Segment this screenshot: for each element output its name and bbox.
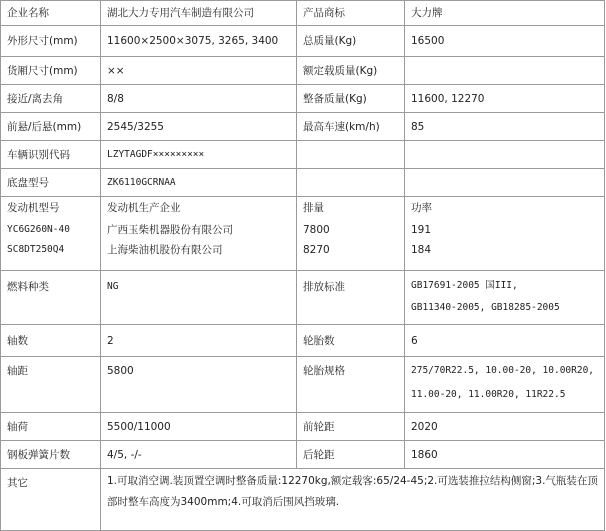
- value-dimensions: 11600×2500×3075, 3265, 3400: [101, 26, 297, 57]
- value-rated-load: [405, 57, 605, 85]
- power-1: 191: [411, 224, 432, 236]
- value-tire-spec: [405, 357, 605, 413]
- table-row: [0, 25, 605, 57]
- value-curb-mass: 11600, 12270: [405, 85, 605, 113]
- label-tire-spec: 轮胎规格: [297, 357, 405, 413]
- label-emission-standard: 排放标准: [297, 271, 405, 325]
- value-front-track: 2020: [405, 413, 605, 441]
- engine-model-1: YC6G260N-40: [7, 224, 70, 235]
- engine-maker-2: 上海柴油机股份有限公司: [107, 244, 223, 256]
- value-displacements: [297, 218, 405, 270]
- table-row: [0, 468, 605, 531]
- table-row: [0, 168, 605, 197]
- tire-spec-line-1: 275/70R22.5, 10.00-20, 10.00R20,: [411, 365, 595, 376]
- value-powers: [405, 218, 605, 270]
- value-axle-load: 5500/11000: [101, 413, 297, 441]
- table-row: [0, 112, 605, 141]
- value-vin: LZYTAGDF×××××××××: [101, 141, 297, 169]
- label-engine-model: 发动机型号: [0, 197, 101, 219]
- label-company: 企业名称: [0, 1, 101, 26]
- table-row: [0, 84, 605, 113]
- label-cargo-dimensions: 货厢尺寸(mm): [0, 57, 101, 85]
- table-row: [0, 270, 605, 325]
- value-cargo-dimensions: ××: [101, 57, 297, 85]
- value-engine-makers: [101, 218, 297, 270]
- value-emission-standard: [405, 271, 605, 325]
- header-engine-maker: 发动机生产企业: [101, 197, 297, 219]
- table-row: [0, 140, 605, 169]
- emission-line-1: GB17691-2005 国III,: [411, 280, 518, 291]
- value-engine-models: [0, 218, 101, 270]
- label-front-track: 前轮距: [297, 413, 405, 441]
- engine-model-2: SC8DT250Q4: [7, 244, 65, 255]
- empty-cell: [297, 169, 405, 197]
- empty-cell: [405, 141, 605, 169]
- header-displacement: 排量: [297, 197, 405, 219]
- label-max-speed: 最高车速(km/h): [297, 113, 405, 141]
- displacement-2: 8270: [303, 244, 330, 256]
- label-approach-departure: 接近/离去角: [0, 85, 101, 113]
- empty-cell: [297, 141, 405, 169]
- value-other-notes: 1.可取消空调.装顶置空调时整备质量:12270kg,额定载客:65/24-45;2.可选装推拉结构侧窗;3.气瓶装在顶部时整车高度为3400mm;4.可取消后围风挡玻璃.: [101, 469, 605, 530]
- label-brand: 产品商标: [297, 1, 405, 26]
- table-row: [0, 56, 605, 85]
- label-rated-load: 额定载质量(Kg): [297, 57, 405, 85]
- value-wheelbase: 5800: [101, 357, 297, 413]
- label-vin: 车辆识别代码: [0, 141, 101, 169]
- table-row: [0, 356, 605, 413]
- value-approach-departure: 8/8: [101, 85, 297, 113]
- value-chassis: ZK6110GCRNAA: [101, 169, 297, 197]
- label-curb-mass: 整备质量(Kg): [297, 85, 405, 113]
- tire-spec-line-2: 11.00-20, 11.00R20, 11R22.5: [411, 389, 566, 400]
- table-row: [0, 0, 605, 26]
- value-rear-track: 1860: [405, 441, 605, 469]
- value-leaf-springs: 4/5, -/-: [101, 441, 297, 469]
- header-power: 功率: [405, 197, 605, 219]
- label-fuel-type: 燃料种类: [0, 271, 101, 325]
- label-chassis: 底盘型号: [0, 169, 101, 197]
- label-wheelbase: 轴距: [0, 357, 101, 413]
- table-row: [0, 324, 605, 357]
- value-max-speed: 85: [405, 113, 605, 141]
- value-fuel-type: NG: [101, 271, 297, 325]
- emission-line-2: GB11340-2005, GB18285-2005: [411, 302, 560, 313]
- label-axle-count: 轴数: [0, 325, 101, 357]
- label-rear-track: 后轮距: [297, 441, 405, 469]
- table-row: [0, 218, 605, 270]
- value-tire-count: 6: [405, 325, 605, 357]
- power-2: 184: [411, 244, 432, 256]
- table-row: [0, 196, 605, 219]
- table-row: [0, 412, 605, 441]
- label-gross-mass: 总质量(Kg): [297, 26, 405, 57]
- label-dimensions: 外形尺寸(mm): [0, 26, 101, 57]
- value-company: 湖北大力专用汽车制造有限公司: [101, 1, 297, 26]
- label-leaf-springs: 钢板弹簧片数: [0, 441, 101, 469]
- engine-maker-1: 广西玉柴机器股份有限公司: [107, 224, 233, 236]
- value-axle-count: 2: [101, 325, 297, 357]
- displacement-1: 7800: [303, 224, 330, 236]
- value-gross-mass: 16500: [405, 26, 605, 57]
- value-overhang: 2545/3255: [101, 113, 297, 141]
- table-row: [0, 440, 605, 469]
- label-axle-load: 轴荷: [0, 413, 101, 441]
- label-tire-count: 轮胎数: [297, 325, 405, 357]
- value-brand: 大力牌: [405, 1, 605, 26]
- label-other: 其它: [0, 469, 101, 530]
- empty-cell: [405, 169, 605, 197]
- label-overhang: 前悬/后悬(mm): [0, 113, 101, 141]
